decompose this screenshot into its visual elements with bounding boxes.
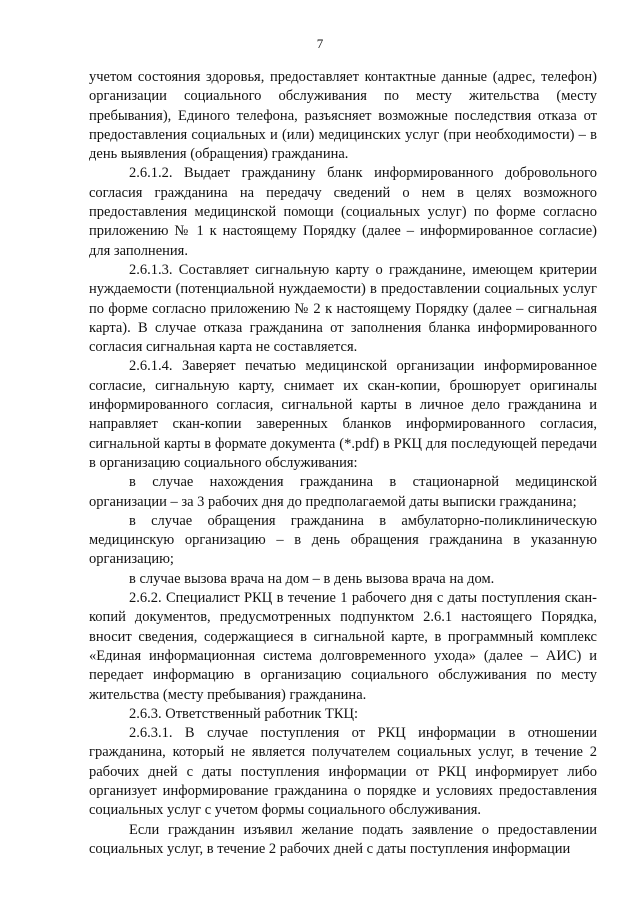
paragraph-application: Если гражданин изъявил желание подать заявление о предоставлении социальных услуг, в течение 2 рабочих дней с даты поступления информации: [89, 821, 597, 857]
paragraph-case-hospital: в случае нахождения гражданина в стационарной медицинской организации – за 3 рабочих дня до предполагаемой даты выписки гражданина;: [89, 474, 597, 510]
paragraph-continuation: учетом состояния здоровья, предоставляет контактные данные (адрес, телефон) организации социального обслуживания по месту жительства (месту пребывания), Единого телефона, разъясняет возможные последствия отказа от предоставления социальных и (или) медицинских услуг (при необходимости) – в день выявления (обращения) гражданина.: [89, 69, 597, 163]
paragraph-case-home-visit: в случае вызова врача на дом – в день вызова врача на дом.: [129, 570, 495, 587]
paragraph-2-6-1-4: 2.6.1.4. Заверяет печатью медицинской организации информированное согласие, сигнальную карту, снимает их скан-копии, брошюрует оригиналы информированного согласия, сигнальной карты в личное дело гражданина и направляет скан-копии заверенных бланков информированного согласия, сигнальной карты в формате документа (*.pdf) в РКЦ для последующей передачи в организацию социального обслуживания:: [89, 358, 597, 471]
paragraph-2-6-2: 2.6.2. Специалист РКЦ в течение 1 рабочего дня с даты поступления скан-копий документов, предусмотренных подпунктом 2.6.1 настоящего Порядка, вносит сведения, содержащиеся в сигнальной карте, в программный комплекс «Единая информационная система долговременного ухода» (далее – АИС) и передает информацию в организацию социального обслуживания по месту жительства (месту пребывания) гражданина.: [89, 590, 597, 703]
paragraph-2-6-1-3: 2.6.1.3. Составляет сигнальную карту о гражданине, имеющем критерии нуждаемости (потенциальной нуждаемости) в предоставлении социальных услуг по форме согласно приложению № 2 к настоящему Порядку (далее – сигнальная карта). В случае отказа гражданина от заполнения бланка информированного согласия сигнальная карта не составляется.: [89, 261, 597, 356]
paragraph-case-outpatient: в случае обращения гражданина в амбулаторно-поликлиническую медицинскую организацию – в день обращения гражданина в указанную организацию;: [89, 512, 597, 568]
document-body: [89, 68, 597, 859]
paragraph-2-6-1-2: 2.6.1.2. Выдает гражданину бланк информированного добровольного согласия гражданина на передачу сведений о нем в целях возможного предоставления медицинской помощи (социальных услуг) по форме согласно приложению № 1 к настоящему Порядку (далее – информированное согласие) для заполнения.: [89, 165, 597, 259]
paragraph-2-6-3: 2.6.3. Ответственный работник ТКЦ:: [129, 705, 359, 722]
paragraph-2-6-3-1: 2.6.3.1. В случае поступления от РКЦ информации в отношении гражданина, который не является получателем социальных услуг, в течение 2 рабочих дней с даты поступления информации от РКЦ информирует либо организует информирование гражданина о порядке и условиях предоставления социальных услуг с учетом формы социального обслуживания.: [89, 725, 597, 819]
page-number: 7: [316, 36, 324, 51]
